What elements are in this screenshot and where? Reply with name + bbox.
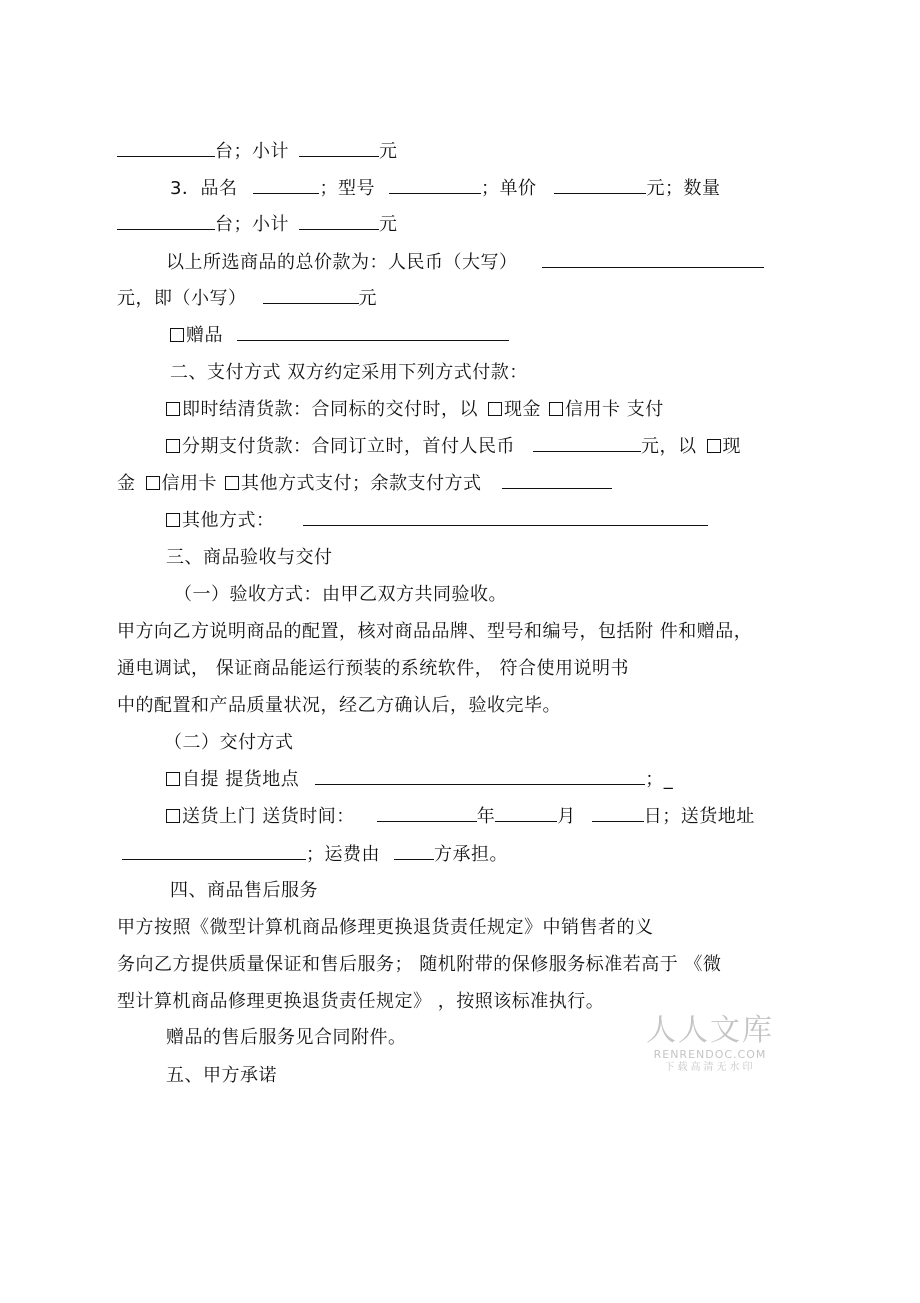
section-inspection-heading: 三、商品验收与交付 [166, 547, 333, 568]
cash-checkbox[interactable] [488, 402, 502, 416]
blank-year [377, 805, 477, 822]
line-subtotal-2: 台；小计 元 [117, 213, 398, 237]
line-delivery-cost: ；运费由 方承担。 [122, 843, 508, 867]
paragraph-line: 赠品的售后服务见合同附件。 [166, 1027, 407, 1048]
paragraph-line: 通电调试， 保证商品能运行预装的系统软件， 符合使用说明书 [117, 658, 629, 679]
installment-checkbox[interactable] [166, 439, 180, 453]
line-self-pickup: 自提 提货地点 ；_ [166, 768, 673, 792]
blank-month [495, 805, 557, 822]
line-pay-other: 其他方式： [166, 509, 708, 533]
paragraph-line: 务向乙方提供质量保证和售后服务； 随机附带的保修服务标准若高于 《微 [117, 954, 722, 975]
credit-card-checkbox[interactable] [146, 476, 160, 490]
line-total-price: 以上所选商品的总价款为：人民币（大写） [166, 251, 764, 275]
blank-subtotal [299, 140, 379, 157]
blank-gift [237, 324, 509, 341]
blank-price [554, 177, 646, 194]
paragraph-line: 型计算机商品修理更换退货责任规定》 ，按照该标准执行。 [117, 991, 605, 1012]
watermark-logo [646, 1014, 774, 1074]
blank-name [253, 177, 319, 194]
section-after-sales-heading: 四、商品售后服务 [170, 880, 318, 901]
watermark-url: RENRENDOC.COM [653, 1048, 767, 1061]
watermark-subtitle: 下载高清无水印 [664, 1062, 756, 1073]
blank-payer [394, 843, 434, 860]
other-checkbox[interactable] [166, 513, 180, 527]
credit-card-checkbox[interactable] [549, 402, 563, 416]
blank-subtotal [299, 213, 379, 230]
blank-model [389, 177, 481, 194]
line-subtotal-1: 台；小计 元 [117, 140, 398, 164]
watermark-title: 人人文库 [646, 1013, 774, 1048]
blank-other-method [303, 509, 708, 526]
paragraph-line: 中的配置和产品质量状况，经乙方确认后，验收完毕。 [117, 695, 561, 716]
blank-qty [117, 140, 215, 157]
self-pickup-checkbox[interactable] [166, 772, 180, 786]
blank-down-payment [533, 435, 641, 452]
blank-total-lowercase [263, 287, 359, 304]
line-pay-installment-cont: 金 信用卡 其他方式支付；余款支付方式 [117, 472, 612, 496]
blank-pickup-location [315, 768, 645, 785]
blank-total-uppercase [542, 251, 764, 268]
other-method-checkbox[interactable] [225, 476, 239, 490]
section-payment-heading: 二、支付方式 双方约定采用下列方式付款： [170, 362, 528, 383]
blank-balance-method [502, 472, 612, 489]
blank-qty [117, 213, 215, 230]
gift-checkbox[interactable] [170, 328, 184, 342]
line-total-lowercase: 元，即（小写） 元 [117, 288, 377, 309]
line-item-3: 3．品名 ；型号 ；单价 元；数量 [170, 178, 721, 199]
section-party-a-promise-heading: 五、甲方承诺 [166, 1065, 277, 1086]
paragraph-line: 甲方按照《微型计算机商品修理更换退货责任规定》中销售者的义 [117, 917, 654, 938]
subsection-inspection: （一）验收方式：由甲乙双方共同验收。 [174, 584, 507, 605]
home-delivery-checkbox[interactable] [166, 809, 180, 823]
blank-day [592, 805, 644, 822]
line-gift: 赠品 [170, 324, 509, 348]
cash-checkbox[interactable] [707, 439, 721, 453]
line-home-delivery: 送货上门 送货时间： 年 月 日；送货地址 [166, 805, 755, 829]
blank-delivery-address [122, 843, 306, 860]
line-pay-immediate: 即时结清货款：合同标的交付时，以 现金 信用卡 支付 [166, 398, 664, 422]
subsection-delivery: （二）交付方式 [164, 732, 294, 753]
paragraph-line: 甲方向乙方说明商品的配置，核对商品品牌、型号和编号，包括附 件和赠品， [117, 621, 753, 642]
immediate-checkbox[interactable] [166, 402, 180, 416]
line-pay-installment: 分期支付货款：合同订立时，首付人民币 元，以 现 [166, 435, 741, 459]
